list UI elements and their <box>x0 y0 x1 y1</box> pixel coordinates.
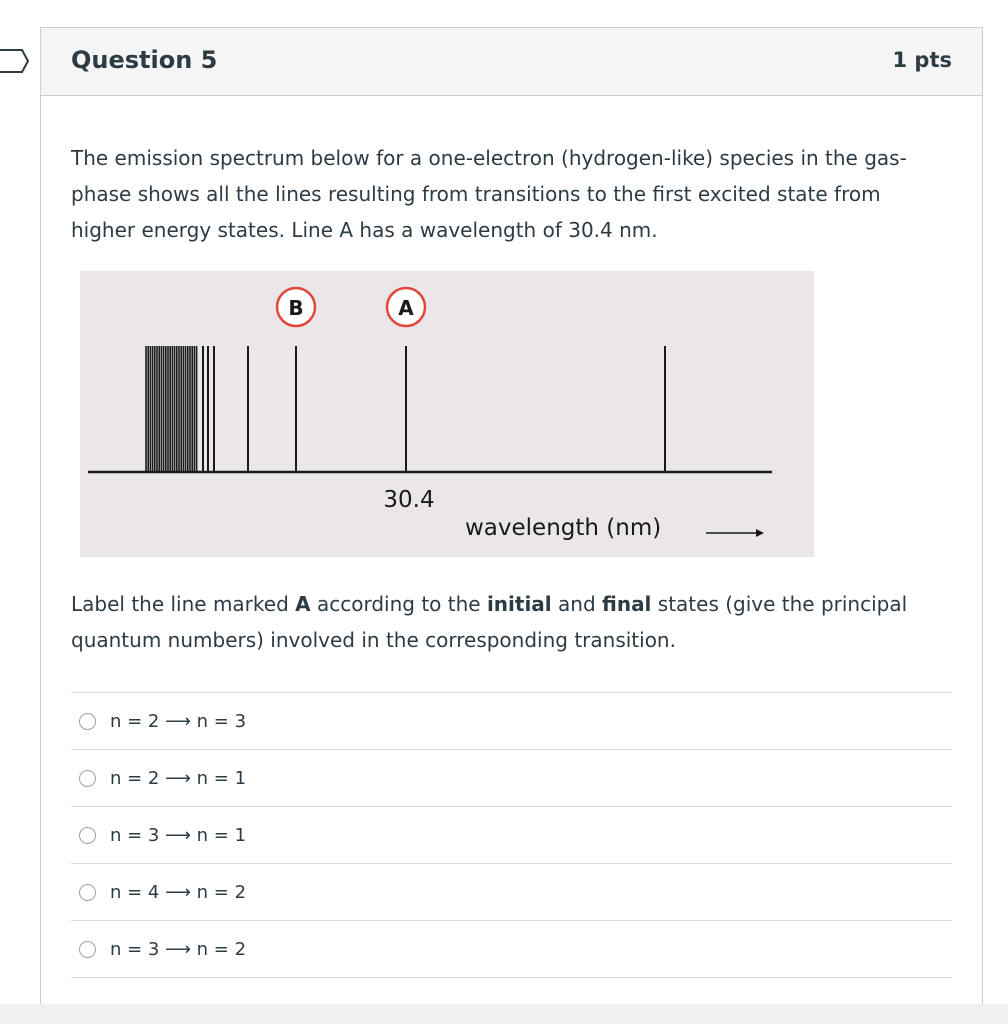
answer-option-2[interactable] <box>71 750 952 807</box>
radio-button[interactable] <box>79 713 96 730</box>
answer-option-4[interactable] <box>71 864 952 921</box>
question-title: Question 5 <box>71 46 218 74</box>
prompt-bold-a: A <box>295 592 311 616</box>
bottom-bar <box>0 1004 1008 1024</box>
answer-list <box>71 692 952 978</box>
answer-label[interactable]: n = 2 ⟶ n = 1 <box>110 767 247 789</box>
question-flag-icon[interactable] <box>0 44 32 78</box>
emission-spectrum-figure <box>80 271 814 557</box>
question-text: The emission spectrum below for a one-electron (hydrogen-like) species in the gas-phase shows all the lines resulting from transitions to the first excited state from higher energy states. Line A has a wavelength of 30.4 nm. <box>71 146 907 242</box>
prompt-part3: and <box>551 592 602 616</box>
prompt-bold-initial: initial <box>486 592 552 616</box>
answer-option-3[interactable] <box>71 807 952 864</box>
prompt-bold-final: final <box>602 592 652 616</box>
answer-label[interactable]: n = 4 ⟶ n = 2 <box>110 881 247 903</box>
prompt-part4: states (give the principal quantum numbers) involved in the corresponding transition. <box>71 592 908 652</box>
radio-button[interactable] <box>79 884 96 901</box>
tick-value-30-4: 30.4 <box>383 487 435 513</box>
axis-arrow-head-icon <box>756 529 764 537</box>
spectral-lines <box>146 346 665 472</box>
question-card <box>40 27 983 1008</box>
prompt-part1: Label the line marked <box>71 592 296 616</box>
prompt-part2: according to the <box>310 592 487 616</box>
question-header <box>41 28 982 96</box>
answer-label[interactable]: n = 2 ⟶ n = 3 <box>110 710 247 732</box>
label-b: B <box>288 296 304 320</box>
answer-option-5[interactable] <box>71 921 952 978</box>
radio-button[interactable] <box>79 941 96 958</box>
radio-button[interactable] <box>79 770 96 787</box>
label-a: A <box>398 296 414 320</box>
answer-label[interactable]: n = 3 ⟶ n = 2 <box>110 938 247 960</box>
question-points: 1 pts <box>892 48 952 72</box>
question-prompt <box>71 586 951 658</box>
emission-spectrum-svg <box>80 271 814 557</box>
answer-option-1[interactable] <box>71 693 952 750</box>
axis-label: wavelength (nm) <box>465 515 662 541</box>
answer-label[interactable]: n = 3 ⟶ n = 1 <box>110 824 247 846</box>
radio-button[interactable] <box>79 827 96 844</box>
